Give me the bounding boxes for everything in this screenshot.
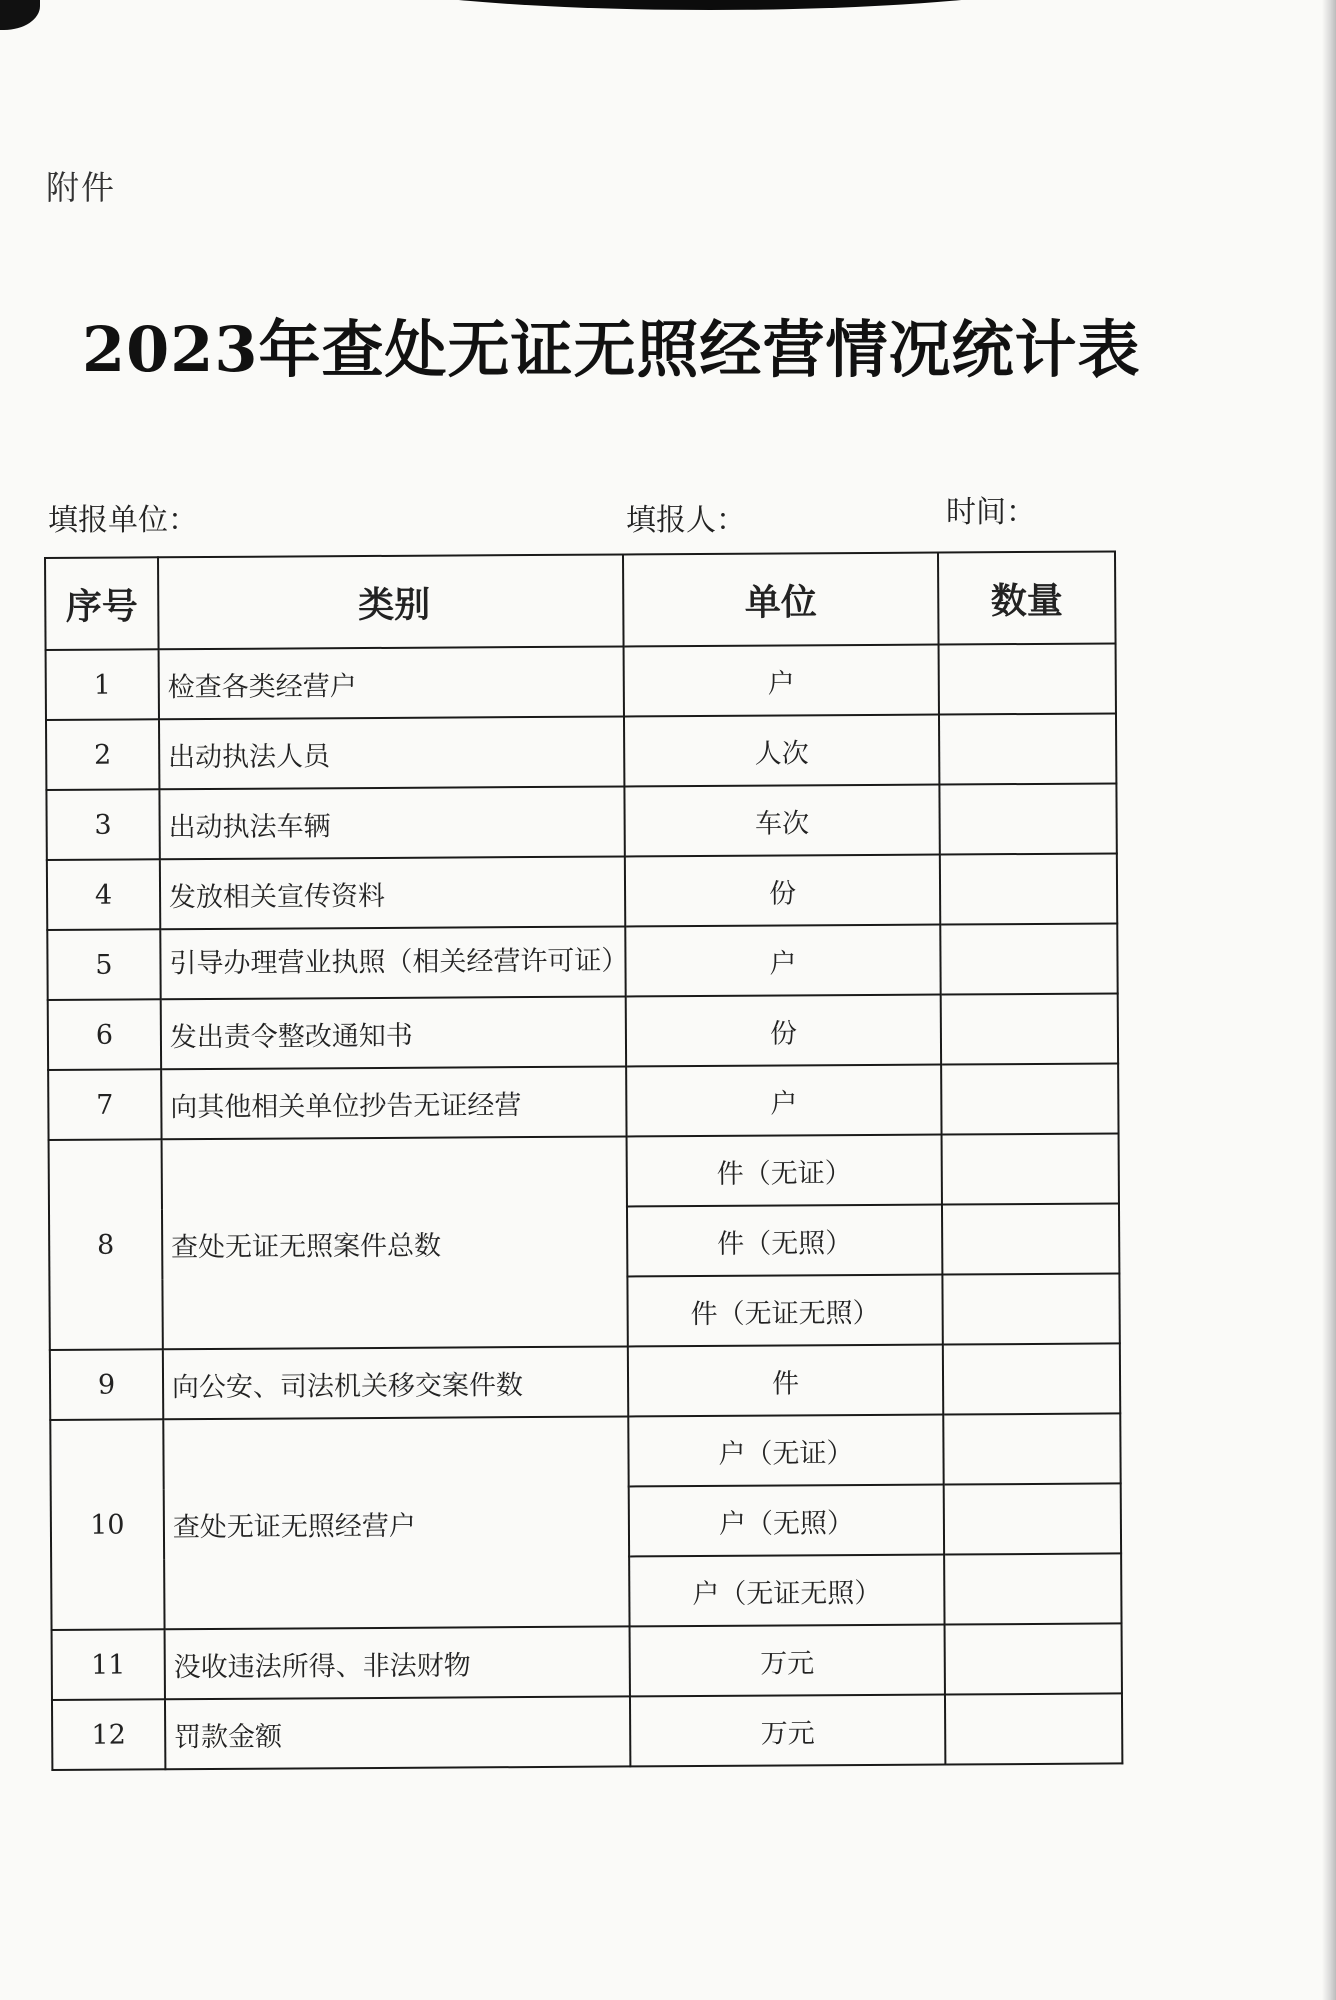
row-category: 向公安、司法机关移交案件数 [163,1346,628,1419]
attachment-label: 附件 [46,168,116,207]
row-category: 发出责令整改通知书 [161,996,626,1069]
reporter-label: 填报人： [626,503,746,538]
quantity-cell[interactable] [943,1413,1120,1484]
table-row [46,783,1116,860]
table-row [49,1133,1119,1210]
header-category: 类别 [158,554,624,649]
row-no: 3 [46,789,159,860]
row-category: 发放相关宣传资料 [160,856,625,929]
table-row [52,1693,1122,1770]
row-no: 12 [52,1699,165,1770]
table-row [50,1343,1120,1420]
row-unit: 户（无证无照） [629,1555,945,1627]
row-no: 7 [48,1069,161,1140]
header-quantity: 数量 [938,551,1116,644]
row-no: 5 [47,929,160,1000]
row-no: 6 [48,999,161,1070]
quantity-cell[interactable] [939,713,1116,784]
quantity-cell[interactable] [943,1343,1120,1414]
row-unit: 份 [626,995,942,1067]
row-unit: 件（无证无照） [627,1275,943,1347]
header-unit: 单位 [623,553,939,647]
row-unit: 户 [625,925,941,997]
row-category: 罚款金额 [165,1696,630,1769]
time-label: 时间： [946,495,1036,530]
table-row [48,993,1118,1070]
row-no: 11 [52,1629,165,1700]
row-unit: 户 [623,645,939,717]
quantity-cell[interactable] [940,923,1117,994]
row-unit: 件（无照） [627,1205,943,1277]
table-row [50,1413,1120,1490]
row-category: 出动执法人员 [159,716,624,789]
table-row [46,713,1116,790]
row-no: 1 [46,649,159,720]
row-unit: 万元 [629,1625,945,1697]
row-unit: 份 [625,855,941,927]
row-no: 10 [50,1419,164,1630]
table-row [52,1623,1122,1700]
row-category: 没收违法所得、非法财物 [164,1626,629,1699]
row-unit: 户 [626,1065,942,1137]
row-no: 4 [47,859,160,930]
quantity-cell[interactable] [939,643,1116,714]
row-category: 向其他相关单位抄告无证经营 [161,1066,626,1139]
row-no: 2 [46,719,159,790]
page-edge-shadow [1322,0,1336,2000]
page-title: 2023年查处无证无照经营情况统计表 [82,313,1141,386]
row-no: 9 [50,1349,163,1420]
row-category: 查处无证无照经营户 [163,1416,629,1629]
quantity-cell[interactable] [939,783,1116,854]
quantity-cell[interactable] [941,993,1118,1064]
quantity-cell[interactable] [941,1063,1118,1134]
header-no: 序号 [45,557,158,650]
row-category: 出动执法车辆 [159,786,624,859]
row-no: 8 [49,1139,163,1350]
row-unit: 人次 [624,715,940,787]
row-category: 引导办理营业执照（相关经营许可证） [160,926,625,999]
row-category: 检查各类经营户 [158,646,623,719]
table-header-row [45,551,1116,650]
quantity-cell[interactable] [945,1623,1122,1694]
table-row [48,1063,1118,1140]
row-unit: 车次 [624,785,940,857]
quantity-cell[interactable] [944,1553,1121,1624]
scan-shadow-top [330,0,1090,10]
row-unit: 万元 [630,1695,946,1767]
table-row [47,853,1117,930]
table-row [46,643,1116,720]
table-row [47,923,1117,1000]
reporting-unit-label: 填报单位： [48,503,198,538]
row-unit: 户（无照） [629,1485,945,1557]
row-unit: 件（无证） [626,1135,942,1207]
row-unit: 件 [628,1345,944,1417]
row-unit: 户（无证） [628,1415,944,1487]
statistics-table [44,550,1123,1771]
scan-shadow-corner [0,0,40,30]
quantity-cell[interactable] [942,1203,1119,1274]
quantity-cell[interactable] [944,1483,1121,1554]
quantity-cell[interactable] [942,1273,1119,1344]
quantity-cell[interactable] [945,1693,1122,1764]
quantity-cell[interactable] [942,1133,1119,1204]
quantity-cell[interactable] [940,853,1117,924]
row-category: 查处无证无照案件总数 [161,1136,627,1349]
